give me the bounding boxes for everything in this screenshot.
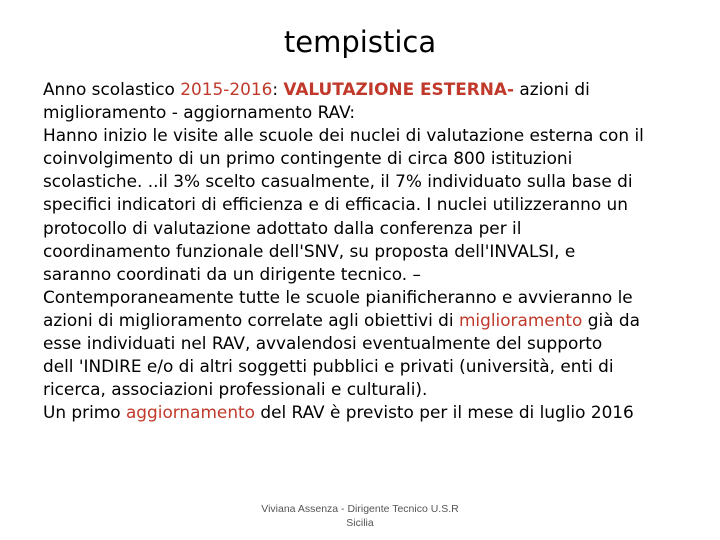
highlighted-text: miglioramento <box>458 309 583 330</box>
text-segment: Un primo <box>43 402 126 423</box>
body-line <box>43 240 683 263</box>
slide-body-text <box>43 78 683 424</box>
text-segment: coordinamento funzionale dell'SNV, su proposta dell'INVALSI, e <box>43 240 576 261</box>
body-line <box>43 193 683 216</box>
text-segment: azioni di <box>513 79 590 99</box>
highlighted-text: aggiornamento <box>125 402 255 423</box>
slide-title: tempistica <box>283 25 437 59</box>
body-line <box>43 309 683 332</box>
text-segment: azioni di miglioramento correlate agli obiettivi di <box>43 309 459 330</box>
body-line <box>43 286 683 309</box>
text-segment: dell 'INDIRE e/o di altri soggetti pubblici e privati (università, enti di <box>43 356 614 377</box>
body-line <box>43 170 683 193</box>
body-line <box>43 378 683 401</box>
text-segment: Anno scolastico <box>43 79 181 99</box>
text-segment: ricerca, associazioni professionali e culturali). <box>43 379 428 400</box>
body-line <box>43 147 683 170</box>
highlighted-text: 2015-2016 <box>180 79 273 99</box>
text-segment: esse individuati nel RAV, avvalendosi eventualmente del supporto <box>43 333 603 354</box>
highlighted-text: VALUTAZIONE ESTERNA- <box>283 79 514 99</box>
body-line <box>43 332 683 355</box>
body-line <box>43 355 683 378</box>
footer-region-line: Sicilia <box>346 517 374 529</box>
text-segment: saranno coordinati da un dirigente tecnico. – <box>43 263 421 284</box>
text-segment: Hanno inizio le visite alle scuole dei nuclei di valutazione esterna con il <box>43 125 644 146</box>
text-segment: specifici indicatori di efficienza e di efficacia. I nuclei utilizzeranno un <box>43 194 628 215</box>
slide-footer <box>240 502 480 530</box>
footer-author-line: Viviana Assenza - Dirigente Tecnico U.S.R <box>261 503 459 515</box>
body-line <box>43 401 683 424</box>
text-segment: già da <box>582 309 640 330</box>
text-segment: miglioramento - aggiornamento RAV: <box>43 102 356 123</box>
text-segment: del RAV è previsto per il mese di luglio 2016 <box>254 402 634 423</box>
text-segment: Contemporaneamente tutte le scuole pianificheranno e avvieranno le <box>43 286 633 307</box>
text-segment: scolastiche. ..il 3% scelto casualmente, il 7% individuato sulla base di <box>43 171 633 192</box>
body-line <box>43 263 683 286</box>
text-segment: coinvolgimento di un primo contingente di circa 800 istituzioni <box>43 148 573 169</box>
text-segment: : <box>272 79 284 99</box>
body-line <box>43 78 683 101</box>
body-line <box>43 101 683 124</box>
text-segment: protocollo di valutazione adottato dalla conferenza per il <box>43 217 522 238</box>
body-line <box>43 217 683 240</box>
body-line <box>43 124 683 147</box>
